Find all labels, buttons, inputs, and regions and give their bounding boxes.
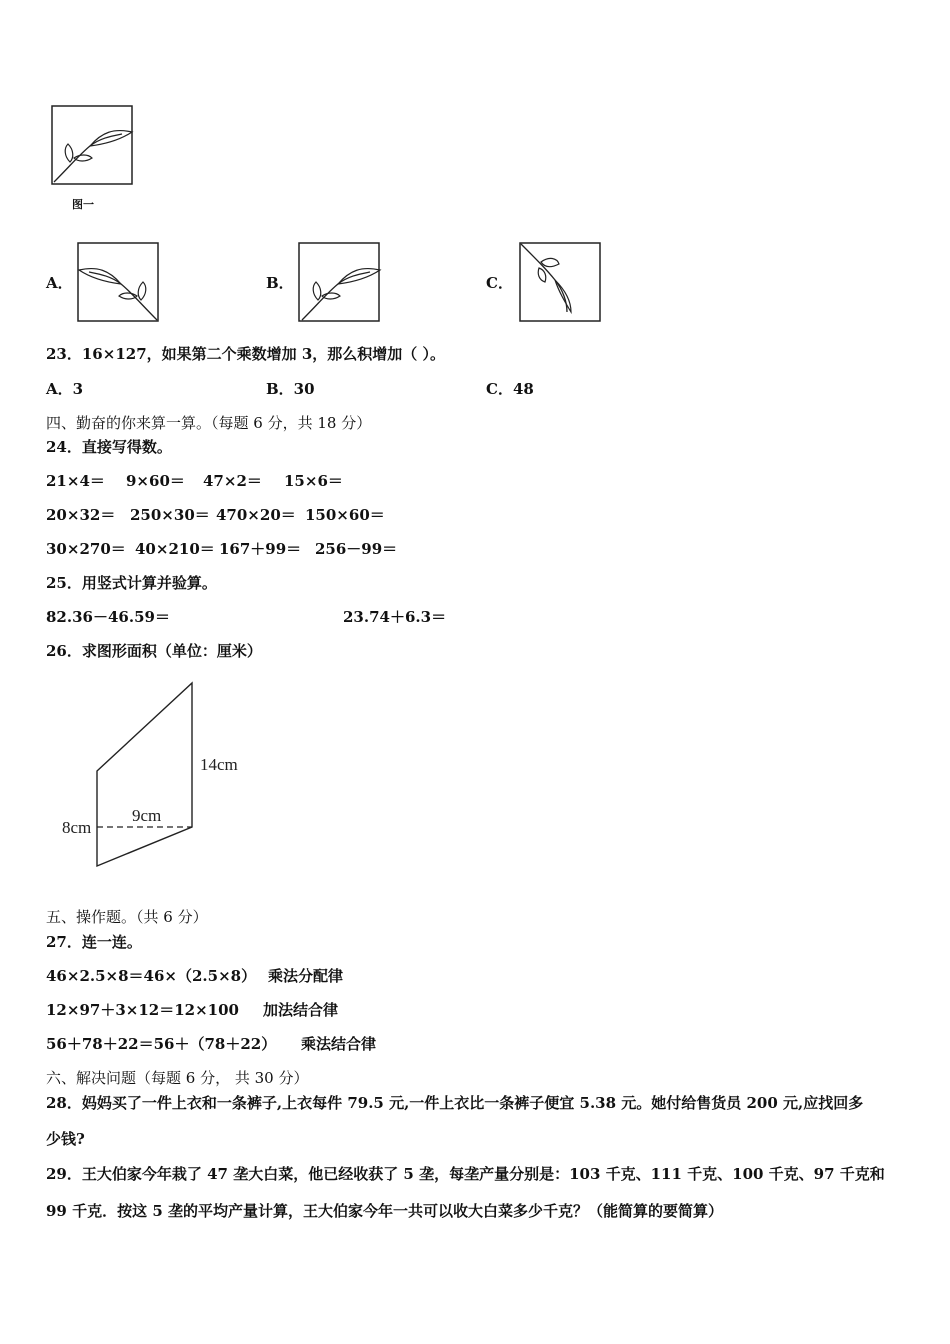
q25-item-1: 82.36－46.59＝ (46, 608, 170, 626)
q24-r2-c2: 250×30＝ (130, 506, 210, 524)
q25-stem: 25．用竖式计算并验算。 (46, 574, 217, 592)
q24-r1-c4: 15×6＝ (284, 472, 343, 490)
option-b-label[interactable]: B． (266, 274, 294, 292)
q23-option-c[interactable]: C．48 (486, 380, 534, 398)
q24-r3-c2: 40×210＝ (135, 540, 215, 558)
q24-r1-c1: 21×4＝ (46, 472, 105, 490)
q24-r2-c1: 20×32＝ (46, 506, 116, 524)
figure-one (50, 104, 140, 186)
height-label: 14cm (200, 755, 238, 774)
figure-one-caption: 图一 (72, 198, 94, 211)
q24-r3-c4: 256－99＝ (315, 540, 398, 558)
q27-right-3[interactable]: 乘法结合律 (301, 1035, 377, 1053)
option-c-figure[interactable] (519, 242, 603, 322)
q26-stem: 26．求图形面积（单位：厘米） (46, 642, 262, 660)
q28-line-2: 少钱? (46, 1130, 85, 1148)
q24-r2-c3: 470×20＝ (216, 506, 296, 524)
trapezoid-figure (60, 680, 260, 870)
q24-r3-c1: 30×270＝ (46, 540, 126, 558)
q29-line-1: 29．王大伯家今年栽了 47 垄大白菜，他已经收获了 5 垄，每垄产量分别是：103 千克、111 千克、100 千克、97 千克和 (46, 1165, 885, 1183)
q29-line-2: 99 千克．按这 5 垄的平均产量计算，王大伯家今年一共可以收大白菜多少千克？（能简算的要简算） (46, 1202, 723, 1220)
q23-option-b[interactable]: B．30 (266, 380, 315, 398)
option-b-figure[interactable] (298, 242, 382, 322)
option-c-label[interactable]: C． (486, 274, 513, 292)
option-a-figure[interactable] (77, 242, 161, 322)
q23-option-a[interactable]: A．3 (46, 380, 84, 398)
q24-r1-c2: 9×60＝ (126, 472, 185, 490)
q24-r3-c3: 167＋99＝ (219, 540, 302, 558)
q25-item-2: 23.74＋6.3＝ (343, 608, 447, 626)
q24-stem: 24．直接写得数。 (46, 438, 172, 456)
section-five-title: 五、操作题。（共 6 分） (46, 908, 208, 926)
leaf-1 (90, 131, 132, 146)
section-four-title: 四、勤奋的你来算一算。（每题 6 分，共 18 分） (46, 414, 372, 432)
q27-left-2[interactable]: 12×97＋3×12＝12×100 (46, 1001, 239, 1019)
q27-right-2[interactable]: 加法结合律 (263, 1001, 339, 1019)
q27-right-1[interactable]: 乘法分配律 (268, 967, 344, 985)
q24-r1-c3: 47×2＝ (203, 472, 262, 490)
leaf-2 (65, 144, 73, 162)
q27-left-3[interactable]: 56＋78＋22＝56＋（78＋22） (46, 1035, 277, 1053)
q27-left-1[interactable]: 46×2.5×8＝46×（2.5×8） (46, 967, 257, 985)
q24-r2-c4: 150×60＝ (305, 506, 385, 524)
section-six-title: 六、解决问题（每题 6 分， 共 30 分） (46, 1069, 309, 1087)
option-a-label[interactable]: A． (46, 274, 73, 292)
side-label: 8cm (62, 818, 92, 837)
q28-line-1: 28．妈妈买了一件上衣和一条裤子,上衣每件 79.5 元,一件上衣比一条裤子便宜 5.38 元。她付给售货员 200 元,应找回多 (46, 1094, 864, 1112)
q23-stem: 23．16×127，如果第二个乘数增加 3，那么积增加（ ）。 (46, 345, 446, 363)
q27-stem: 27．连一连。 (46, 933, 142, 951)
trapezoid-outline (97, 683, 192, 866)
base-label: 9cm (132, 806, 162, 825)
